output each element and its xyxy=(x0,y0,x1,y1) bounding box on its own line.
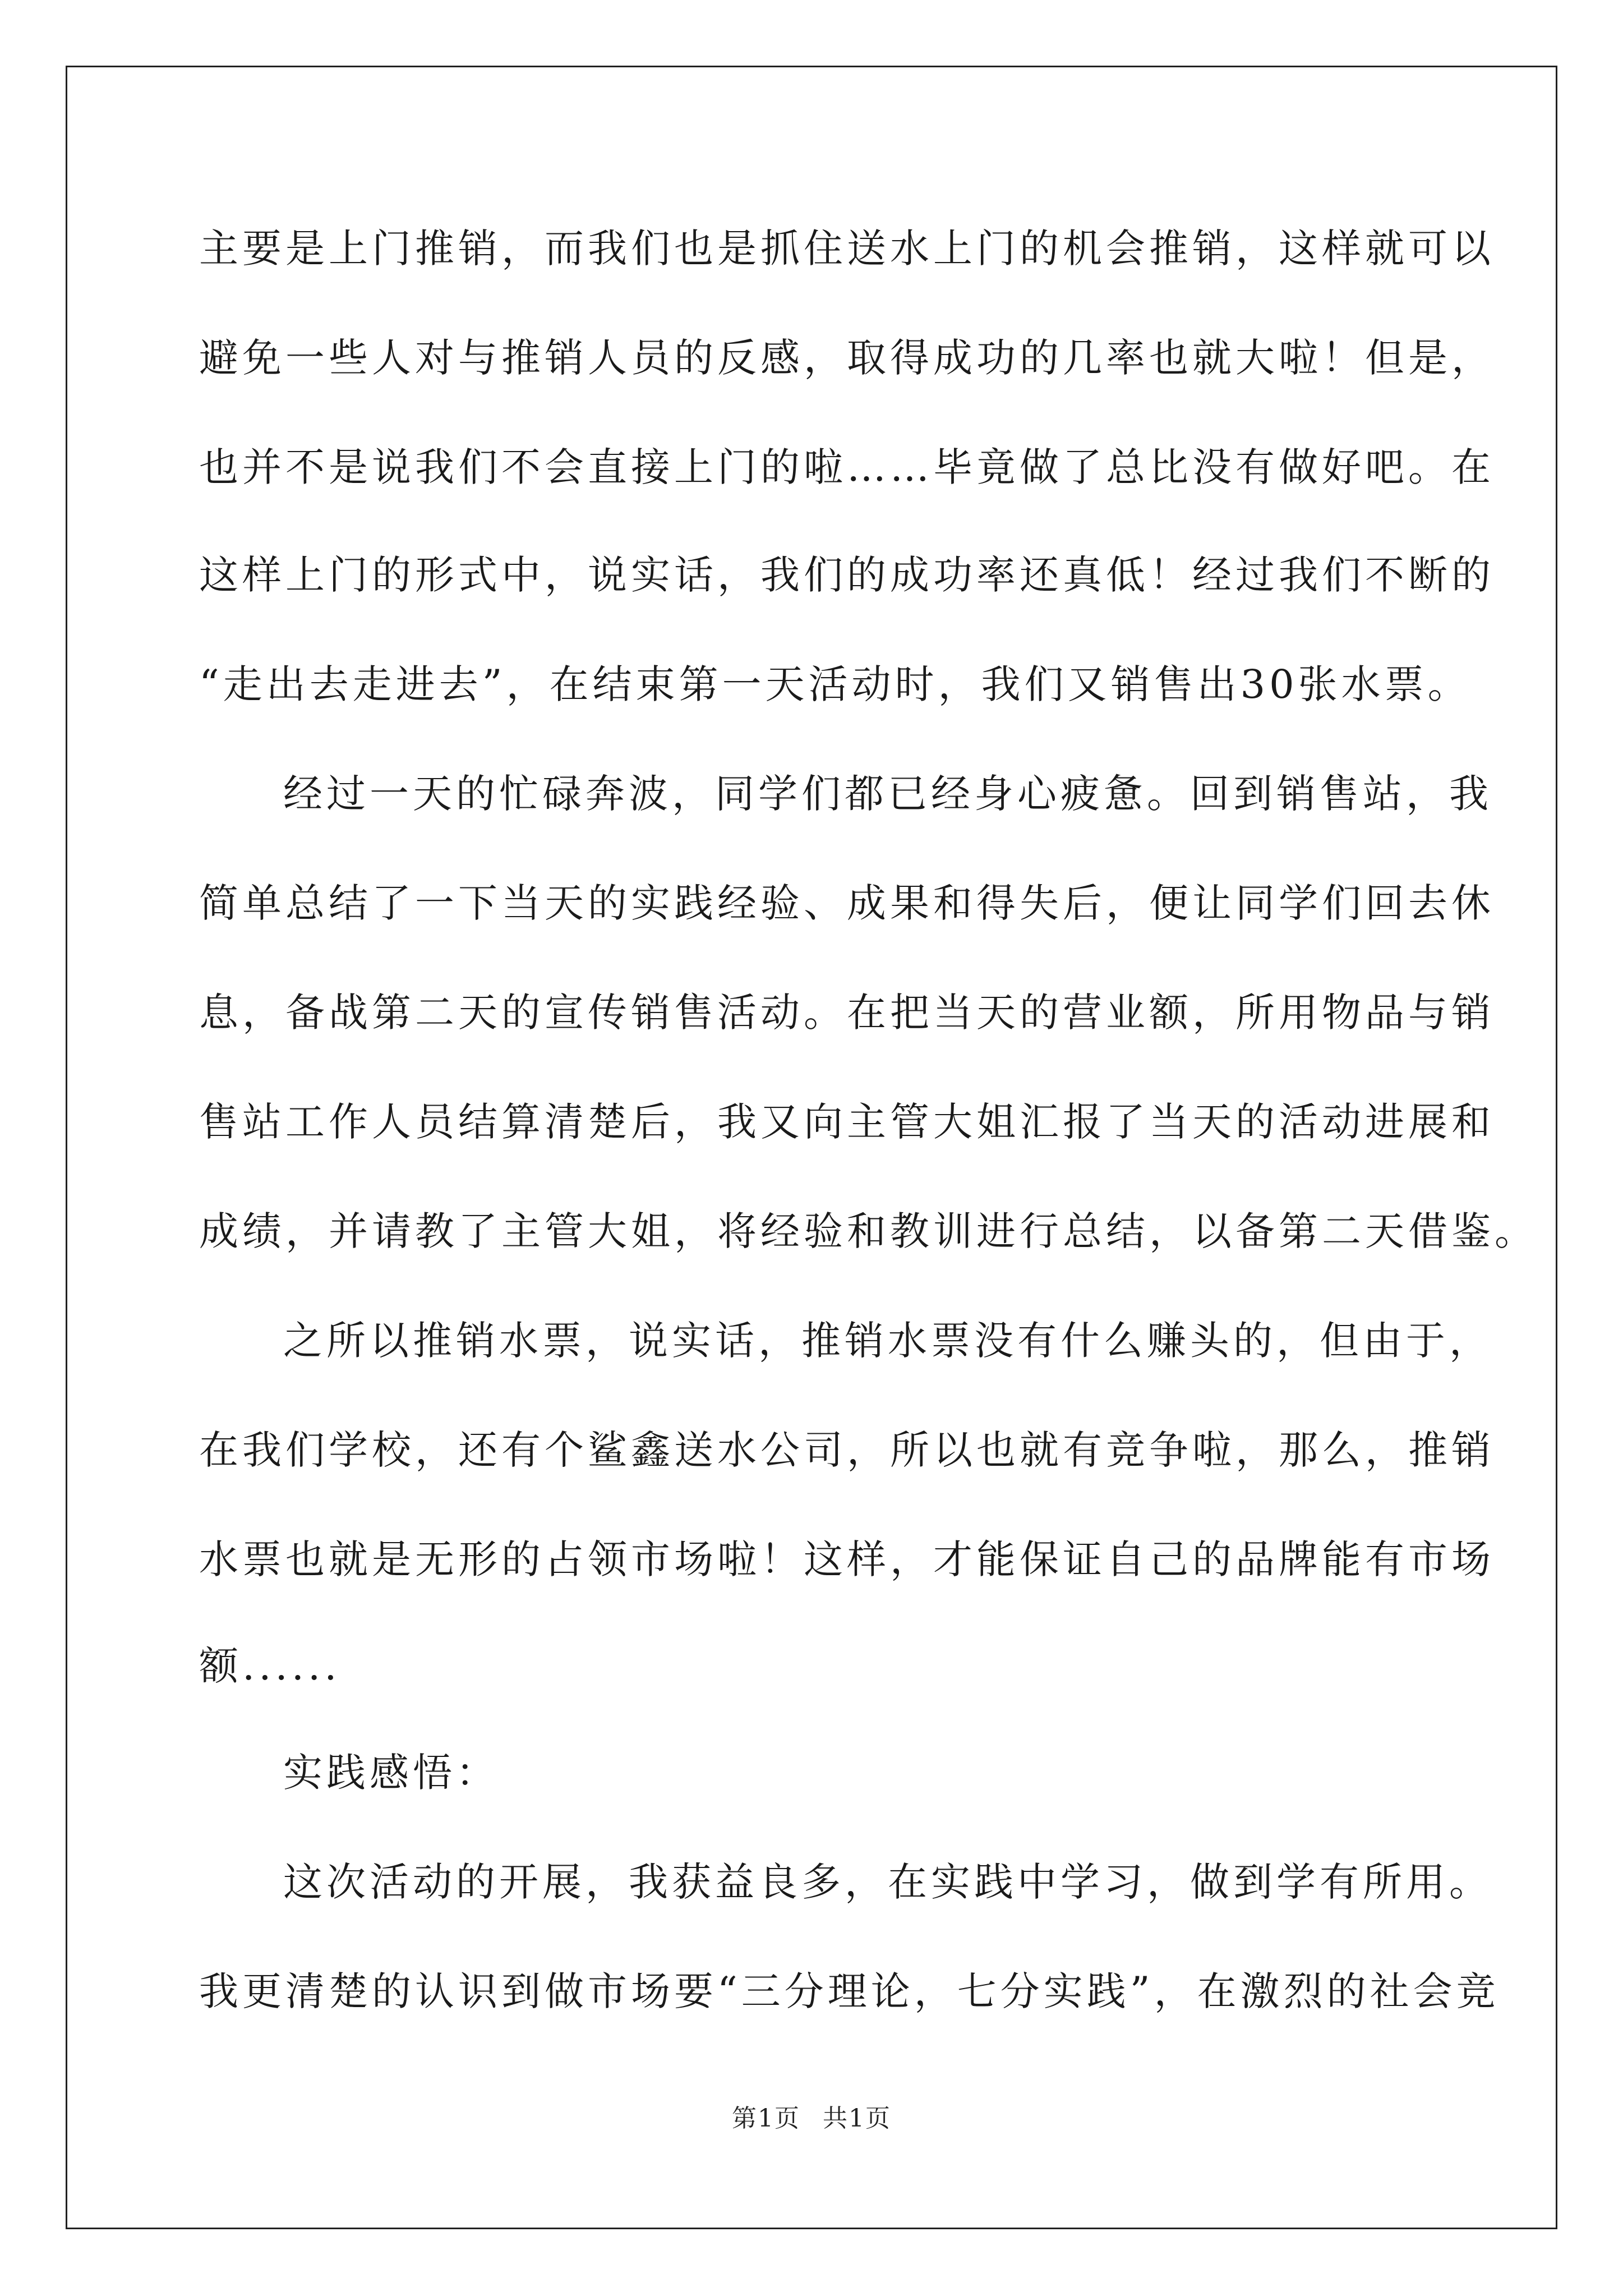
body-line: 也并不是说我们不会直接上门的啦……毕竟做了总比没有做好吧。在 xyxy=(199,444,1495,490)
page-number: 第1页 xyxy=(732,2104,800,2133)
body-line: 成绩，并请教了主管大姐，将经验和教训进行总结，以备第二天借鉴。 xyxy=(199,1208,1538,1254)
paragraph-start-line: 这次活动的开展，我获益良多，在实践中学习，做到学有所用。 xyxy=(283,1859,1492,1905)
body-line: 息，备战第二天的宣传销售活动。在把当天的营业额，所用物品与销 xyxy=(199,990,1495,1036)
body-line: 简单总结了一下当天的实践经验、成果和得失后，便让同学们回去休 xyxy=(199,880,1495,926)
section-heading: 实践感悟： xyxy=(283,1750,499,1796)
body-line: 额...... xyxy=(199,1643,341,1689)
paragraph-start-line: 之所以推销水票，说实话，推销水票没有什么赚头的，但由于， xyxy=(283,1318,1492,1364)
body-line: 我更清楚的认识到做市场要“三分理论，七分实践”，在激烈的社会竞 xyxy=(199,1968,1500,2014)
body-line: 这样上门的形式中，说实话，我们的成功率还真低！经过我们不断的 xyxy=(199,552,1495,598)
body-line: “走出去走进去”，在结束第一天活动时，我们又销售出30张水票。 xyxy=(199,661,1471,707)
body-line: 避免一些人对与推销人员的反感，取得成功的几率也就大啦！但是， xyxy=(199,335,1495,381)
body-line: 售站工作人员结算清楚后，我又向主管大姐汇报了当天的活动进展和 xyxy=(199,1099,1495,1145)
page-total: 共1页 xyxy=(823,2104,891,2133)
page-footer xyxy=(0,2102,1623,2136)
body-line: 水票也就是无形的占领市场啦！这样，才能保证自己的品牌能有市场 xyxy=(199,1536,1495,1582)
body-line: 主要是上门推销，而我们也是抓住送水上门的机会推销，这样就可以 xyxy=(199,226,1495,272)
body-line: 在我们学校，还有个鲨鑫送水公司，所以也就有竞争啦，那么，推销 xyxy=(199,1427,1495,1473)
paragraph-start-line: 经过一天的忙碌奔波，同学们都已经身心疲惫。回到销售站，我 xyxy=(283,771,1492,817)
